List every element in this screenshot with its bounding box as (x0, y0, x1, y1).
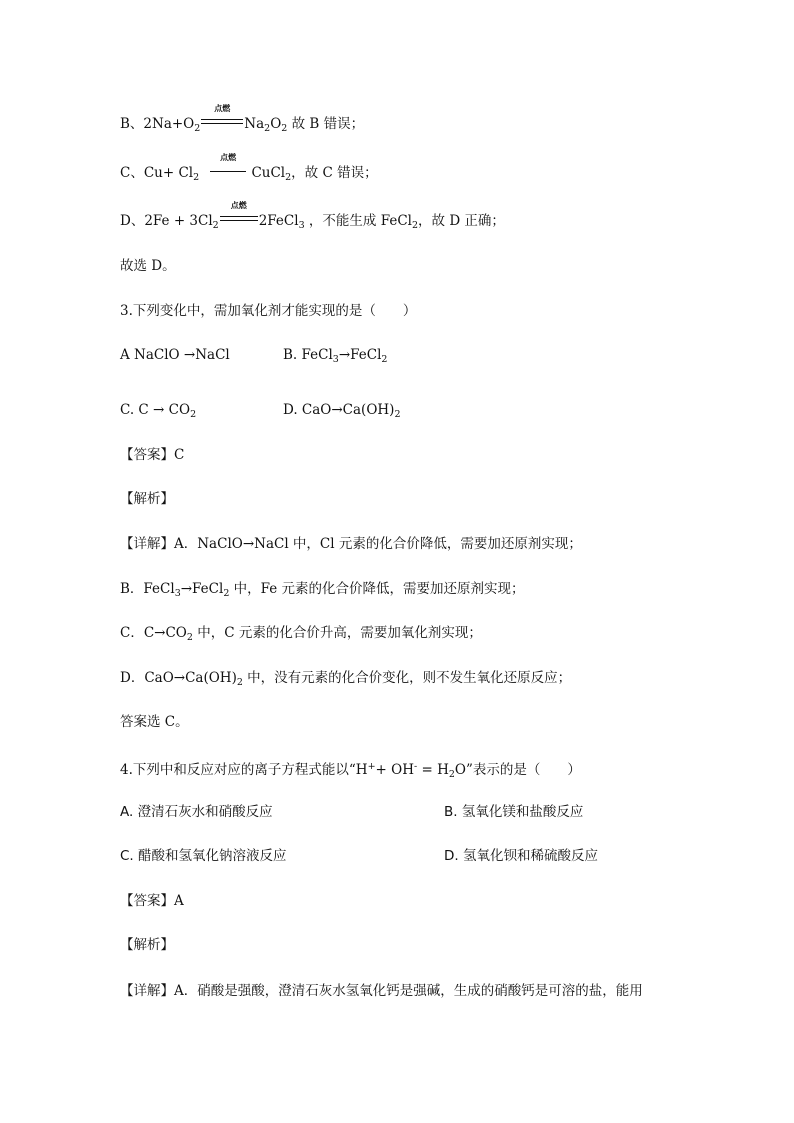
reaction-condition: 点燃 (210, 159, 246, 177)
q3-detail-a: 【详解】A．NaClO→NaCl 中，Cl 元素的化合价降低，需要加还原剂实现； (120, 536, 582, 552)
solution-line-d: D、$2Fe + 3Cl_2$ 点燃 2FeCl$_3$ ，不能生成 FeCl$_2$，故 D 正确； (120, 200, 505, 231)
q4-option-c: C. 醋酸和氢氧化钠溶液反应 (120, 848, 287, 864)
q3-option-d: D. $CaO\to Ca(OH)_2$ (283, 402, 401, 420)
solution-line-c: C、$Cu+ Cl_2$ 点燃 CuCl$_2$，故 C 错误； (120, 152, 378, 183)
q3-answer: 【答案】C (120, 447, 185, 463)
q4-analysis-heading: 【解析】 (120, 937, 174, 953)
q3-detail-b: B．FeCl$_3$→FeCl$_2$ 中，Fe 元素的化合价降低，需要加还原剂实现； (120, 581, 525, 599)
question-4-stem: 4.下列中和反应对应的离子方程式能以“$H^++ OH^- = H_2O$”表示的是（ ） (120, 761, 581, 780)
q3-conclusion: 答案选 C。 (120, 714, 189, 730)
question-3-stem: 3.下列变化中，需加氧化剂才能实现的是（ ） (120, 303, 417, 319)
solution-line-b: B、$2Na+O_2$ 点燃 $Na_2O_2$ 故 B 错误； (120, 103, 365, 134)
equation-product: 2FeCl (258, 213, 299, 229)
q3-analysis-heading: 【解析】 (120, 491, 174, 507)
equation-reactants: C、Cu+ Cl (120, 165, 194, 181)
q3-option-c: C. $C \to CO_2$ (120, 402, 197, 420)
q4-option-d: D. 氢氧化钡和稀硫酸反应 (444, 848, 598, 864)
q4-detail-a: 【详解】A．硝酸是强酸，澄清石灰水氢氧化钙是强碱，生成的硝酸钙是可溶的盐，能用 (120, 983, 643, 999)
q3-detail-d: D．$CaO\to Ca(OH)_2$ 中，没有元素的化合价变化，则不发生氧化还原反应； (120, 670, 572, 688)
reaction-condition: 点燃 (220, 207, 258, 225)
q4-option-b: B. 氢氧化镁和盐酸反应 (444, 804, 584, 820)
q3-option-b: B. FeCl$_3$→FeCl$_2$ (283, 347, 388, 365)
q4-option-a: A. 澄清石灰水和硝酸反应 (120, 804, 273, 820)
equation-product: CuCl (247, 165, 286, 181)
reaction-condition: 点燃 (201, 110, 243, 128)
equation-product: Na (244, 116, 265, 132)
q4-answer: 【答案】A (120, 893, 184, 909)
q3-option-a: A NaClO →NaCl (120, 347, 230, 363)
choice-conclusion: 故选 D。 (120, 258, 176, 274)
equation-reactants: D、2Fe + 3Cl (120, 213, 213, 229)
equation-reactants: B、2Na+O (120, 116, 195, 132)
q3-detail-c: C．$C\to CO_2$ 中，C 元素的化合价升高，需要加氧化剂实现； (120, 625, 482, 643)
